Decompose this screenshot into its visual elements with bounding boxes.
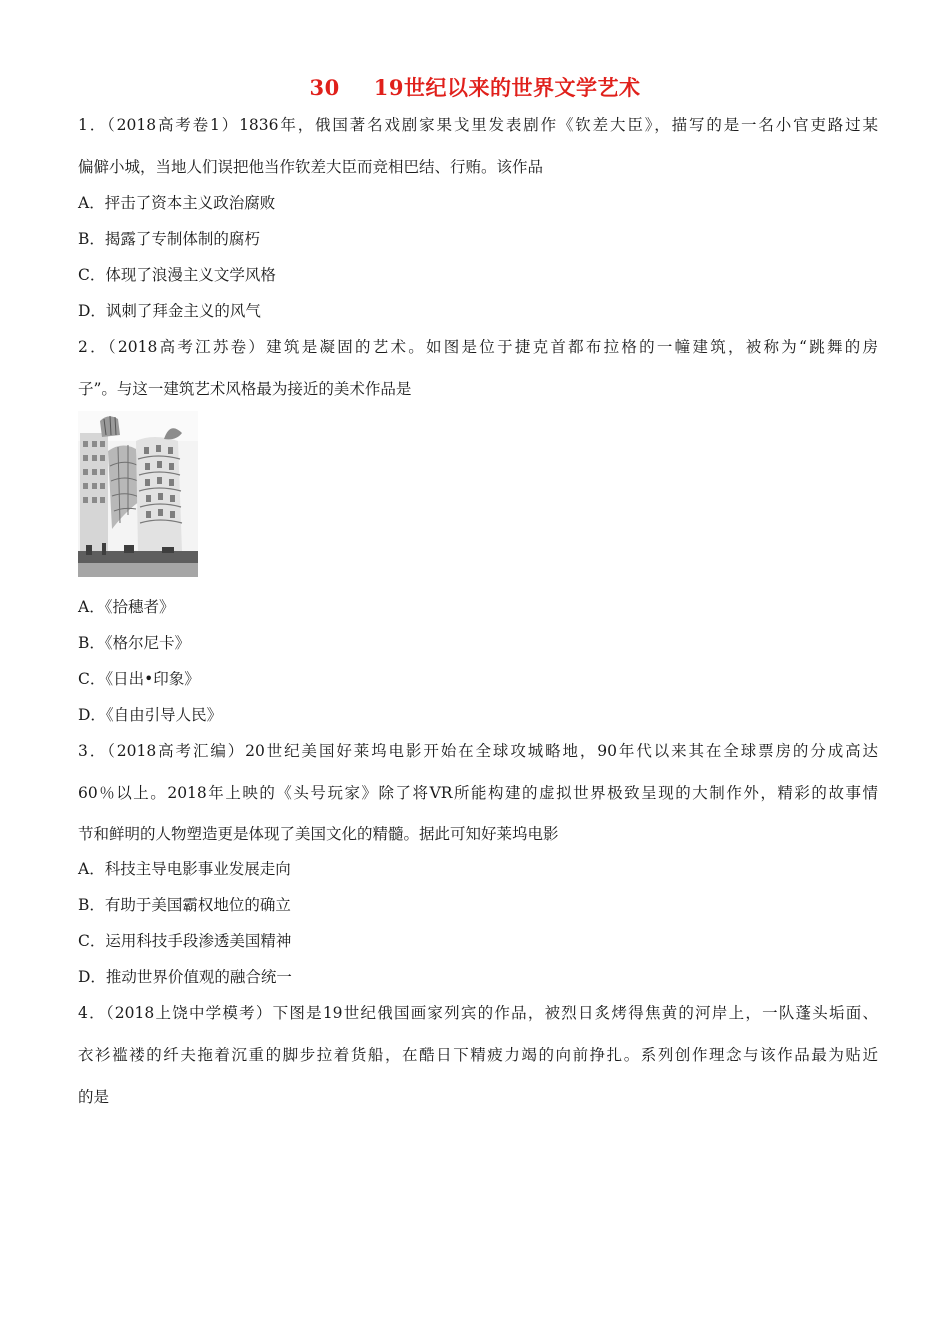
question-1-line-1: 1．（2018高考卷1）1836年，俄国著名戏剧家果戈里发表剧作《钦差大臣》，描写的是一名小官吏路过某 [78,116,878,134]
title-text: 19世纪以来的世界文学艺术 [373,75,641,100]
question-1-option-a: A．抨击了资本主义政治腐败 [78,194,276,212]
question-1-option-d: D．讽刺了拜金主义的风气 [78,302,261,320]
title-number: 30 [309,75,340,100]
question-3-option-c: C．运用科技手段渗透美国精神 [78,932,292,950]
question-2-line-2: 子”。与这一建筑艺术风格最为接近的美术作品是 [78,380,412,398]
question-2-option-a: A．《拾穗者》 [78,598,175,616]
question-3-line-1: 3．（2018高考汇编）20世纪美国好莱坞电影开始在全球攻城略地，90年代以来其在全球票房的分成高达 [78,742,878,760]
question-2-line-1: 2．（2018高考江苏卷）建筑是凝固的艺术。如图是位于捷克首都布拉格的一幢建筑，被称为“跳舞的房 [78,338,878,356]
question-4-line-3: 的是 [78,1088,110,1106]
question-1-option-c: C．体现了浪漫主义文学风格 [78,266,276,284]
question-3-option-d: D．推动世界价值观的融合统一 [78,968,292,986]
question-3-option-a: A．科技主导电影事业发展走向 [78,860,291,878]
question-4-line-1: 4．（2018上饶中学模考）下图是19世纪俄国画家列宾的作品，被烈日炙烤得焦黄的河岸上，一队蓬头垢面、 [78,1004,878,1022]
page-title [0,72,950,102]
question-2-option-b: B．《格尔尼卡》 [78,634,191,652]
question-1-line-2: 偏僻小城，当地人们误把他当作钦差大臣而竞相巴结、行贿。该作品 [78,158,544,176]
question-3-option-b: B．有助于美国霸权地位的确立 [78,896,291,914]
question-2-option-d: D．《自由引导人民》 [78,706,223,724]
question-4-line-2: 衣衫褴褛的纤夫拖着沉重的脚步拉着货船，在酷日下精疲力竭的向前挣扎。系列创作理念与该作品最为贴近 [78,1046,878,1064]
dancing-house-photo [78,411,198,577]
question-2-option-c: C．《日出•印象》 [78,670,200,688]
question-3-line-2: 60％以上。2018年上映的《头号玩家》除了将VR所能构建的虚拟世界极致呈现的大制作外，精彩的故事情 [78,784,878,802]
question-3-line-3: 节和鲜明的人物塑造更是体现了美国文化的精髓。据此可知好莱坞电影 [78,825,559,843]
question-1-option-b: B．揭露了专制体制的腐朽 [78,230,260,248]
